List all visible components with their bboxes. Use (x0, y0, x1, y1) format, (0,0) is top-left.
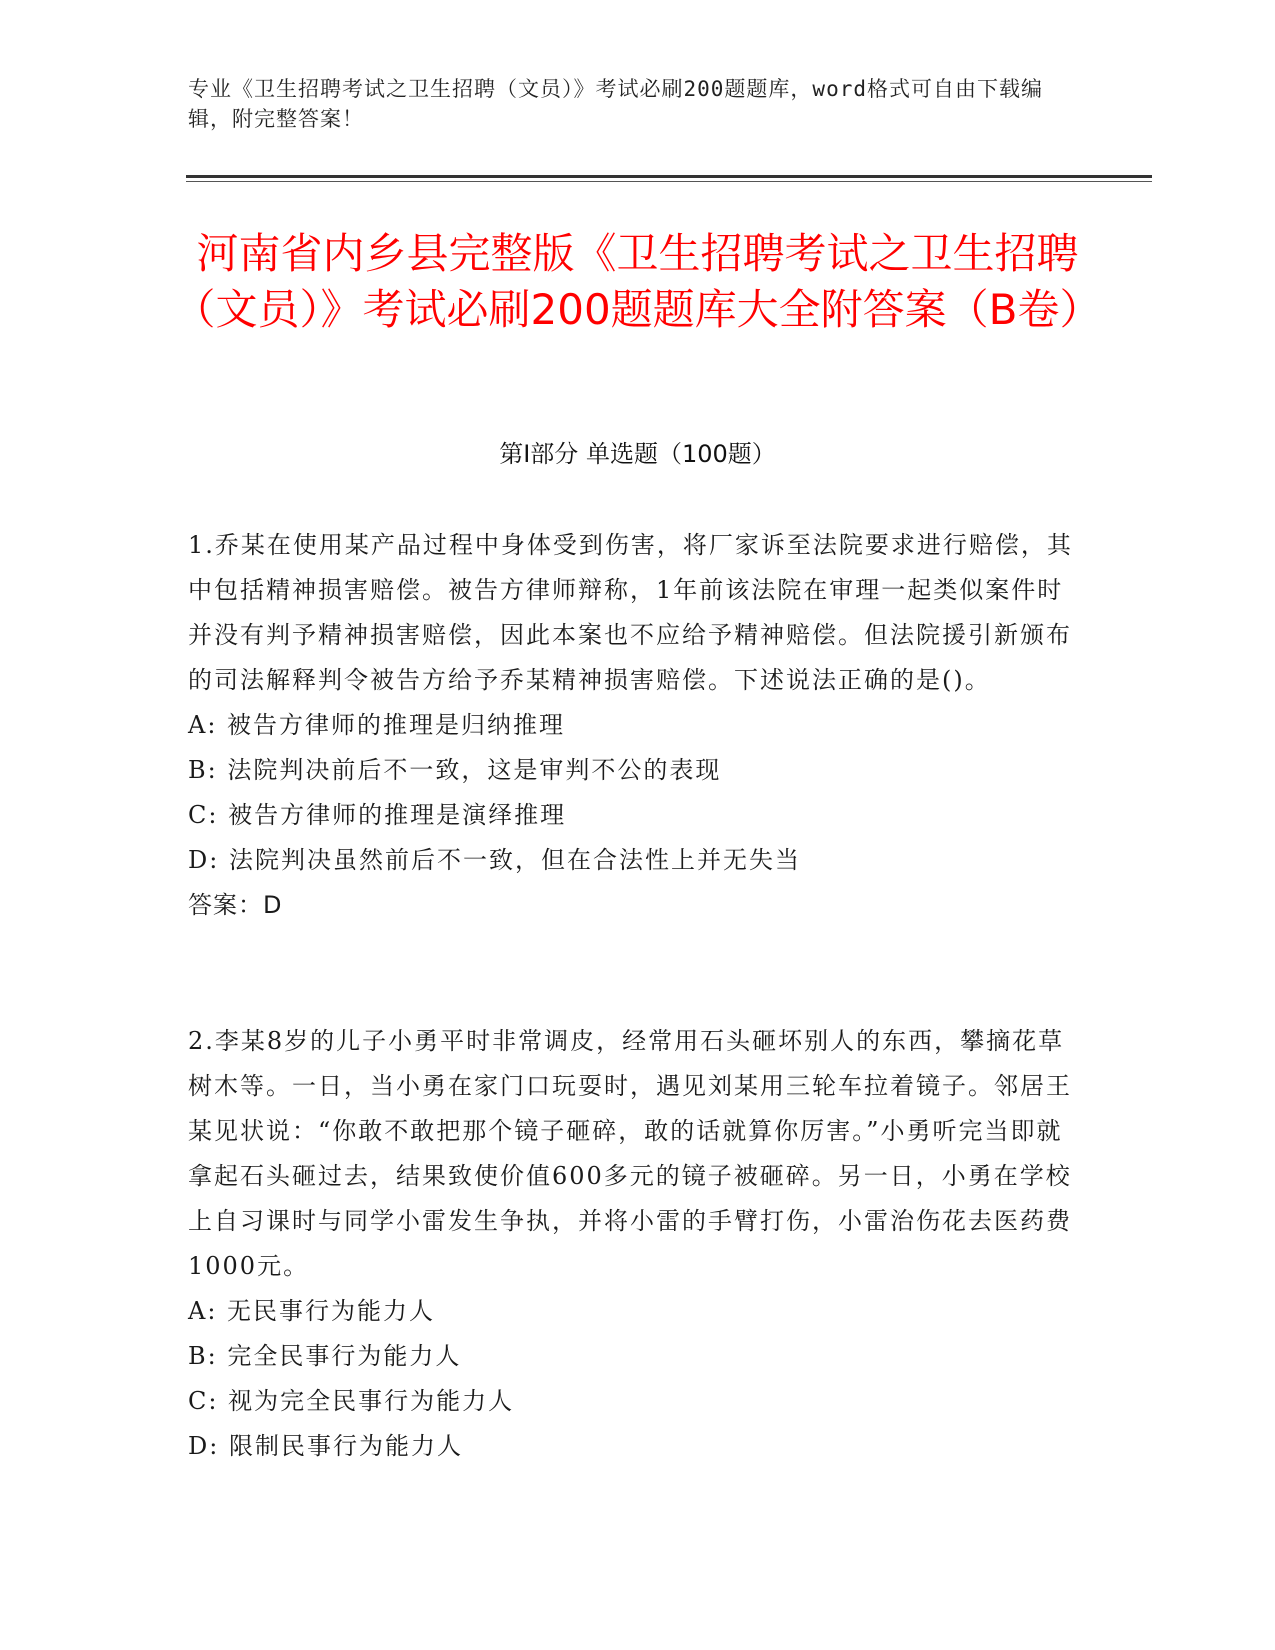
option-c: C: 被告方律师的推理是演绎推理 (188, 801, 567, 829)
option-b: B: 完全民事行为能力人 (188, 1342, 462, 1370)
header-note: 专业《卫生招聘考试之卫生招聘（文员）》考试必刷200题题库，word格式可自由下载编辑，附完整答案！ (188, 77, 1043, 131)
answer-line: 答案：D (188, 891, 283, 919)
question-stem: 1.乔某在使用某产品过程中身体受到伤害，将厂家诉至法院要求进行赔偿，其中包括精神损害赔偿。被告方律师辩称，1年前该法院在审理一起类似案件时并没有判予精神损害赔偿，因此本案也不应给予精神赔偿。但法院援引新颁布的司法解释判令被告方给予乔某精神损害赔偿。下述说法正确的是()。 (188, 531, 1073, 694)
option-d: D: 限制民事行为能力人 (188, 1432, 463, 1460)
option-a: A: 无民事行为能力人 (188, 1297, 436, 1325)
option-d: D: 法院判决虽然前后不一致，但在合法性上并无失当 (188, 846, 801, 874)
option-c: C: 视为完全民事行为能力人 (188, 1387, 515, 1415)
option-b: B: 法院判决前后不一致，这是审判不公的表现 (188, 756, 722, 784)
header-divider-thin (186, 181, 1152, 182)
header-divider-thick (186, 175, 1152, 178)
document-title: 河南省内乡县完整版《卫生招聘考试之卫生招聘（文员）》考试必刷200题题库大全附答案（B卷） (173, 229, 1102, 334)
question-1 (188, 523, 1088, 928)
section-heading: 第Ⅰ部分 单选题（100题） (499, 440, 776, 468)
option-a: A: 被告方律师的推理是归纳推理 (188, 711, 566, 739)
question-stem: 2.李某8岁的儿子小勇平时非常调皮，经常用石头砸坏别人的东西，攀摘花草树木等。一日，当小勇在家门口玩耍时，遇见刘某用三轮车拉着镜子。邻居王某见状说：“你敢不敢把那个镜子砸碎，敢的话就算你厉害。”小勇听完当即就拿起石头砸过去，结果致使价值600多元的镜子被砸碎。另一日，小勇在学校上自习课时与同学小雷发生争执，并将小雷的手臂打伤，小雷治伤花去医药费1000元。 (188, 1027, 1072, 1280)
question-2 (188, 1019, 1088, 1469)
